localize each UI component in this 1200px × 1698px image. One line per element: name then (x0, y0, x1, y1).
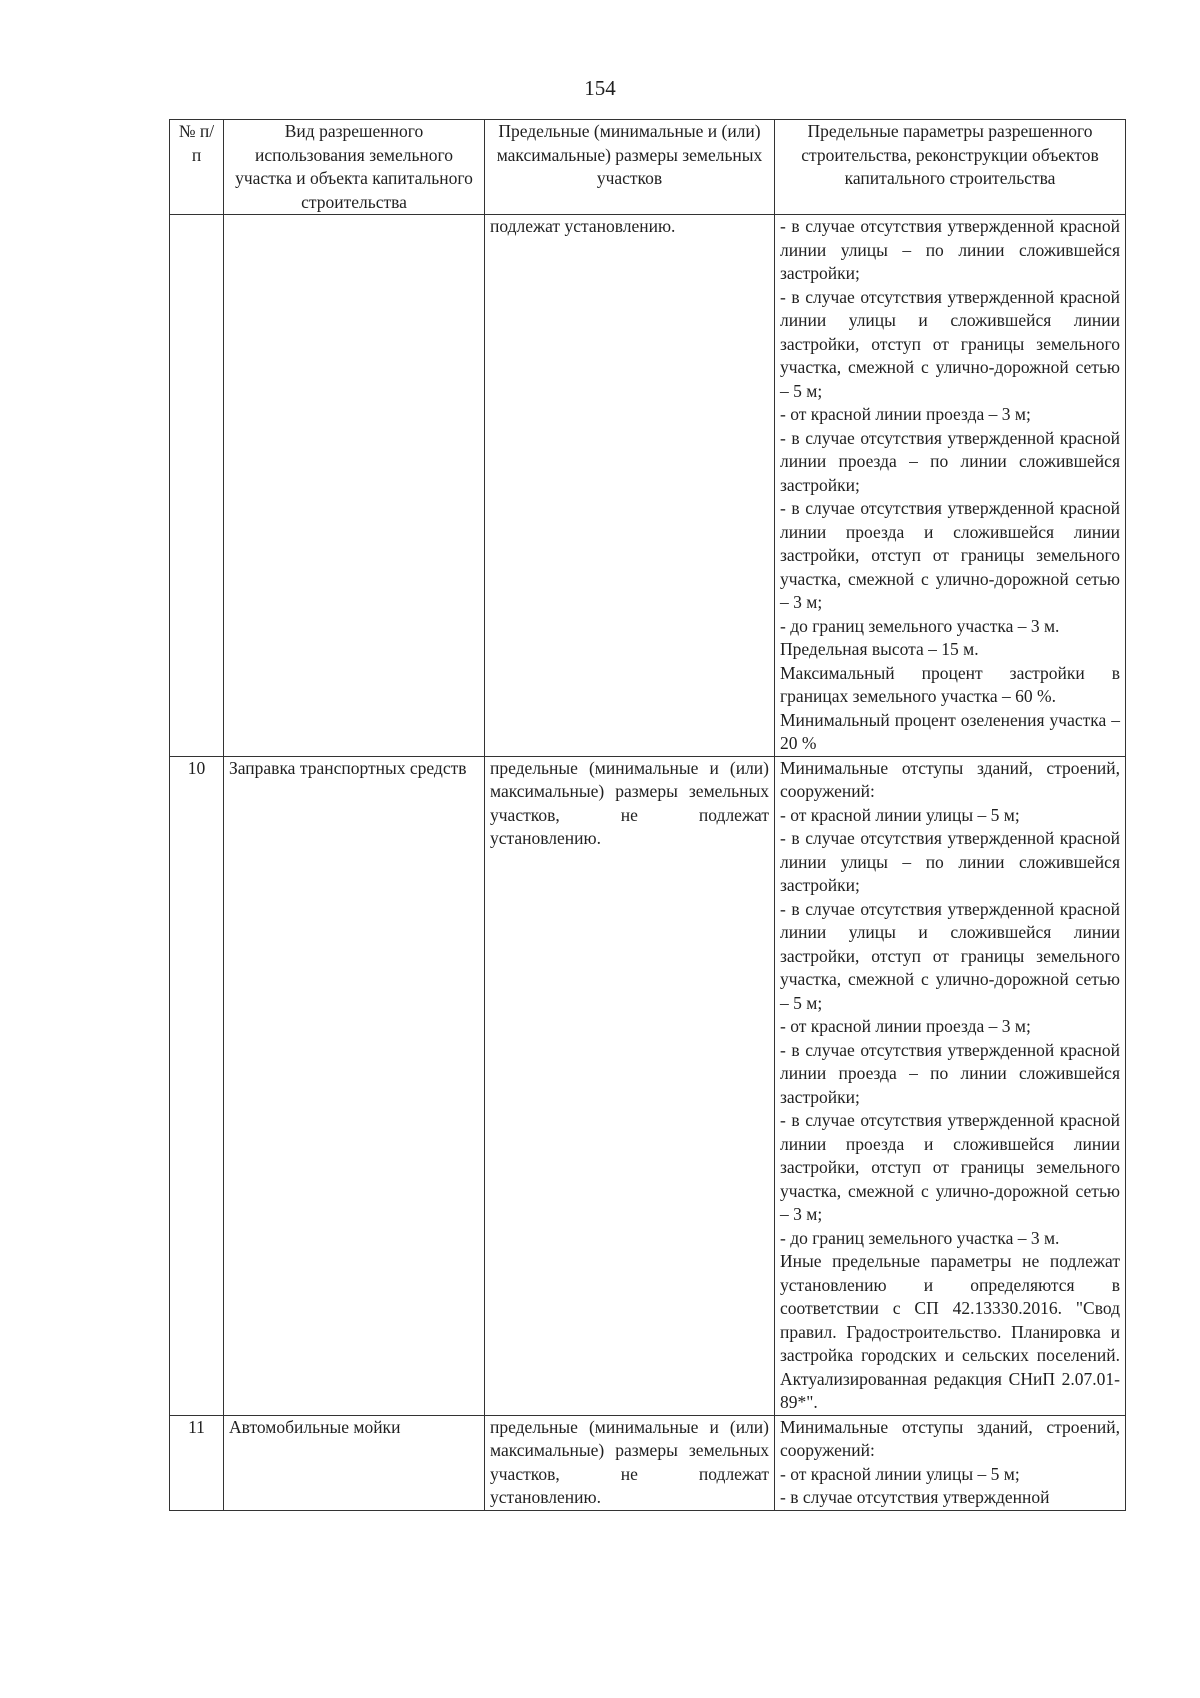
param-line: - в случае отсутствия утвержденной красной линии проезда и сложившейся линии застройки, отступ от границы земельного участка, смежной с улично-дорожной сетью – 3 м; (780, 1110, 1120, 1224)
param-line: - в случае отсутствия утвержденной красной линии улицы – по линии сложившейся застройки; (780, 216, 1120, 283)
row-number (170, 215, 224, 757)
table-row (170, 1415, 1126, 1510)
param-line: Минимальный процент озеленения участка – 20 % (780, 709, 1120, 753)
param-line: - до границ земельного участка – 3 м. (780, 615, 1060, 636)
row-building-params (775, 1415, 1126, 1510)
header-number: № п/п (170, 120, 224, 215)
row-use-type: Автомобильные мойки (224, 1415, 485, 1510)
param-line: Иные предельные параметры не подлежат установлению и определяются в соответствии с СП 42.13330.2016. "Свод правил. Градостроительство. Планировка и застройка городских и сельских поселений. Актуализированная редакция СНиП 2.07.01-89*". (780, 1251, 1120, 1412)
param-line: Предельная высота – 15 м. (780, 639, 979, 659)
row-number: 10 (170, 756, 224, 1415)
row-plot-size: предельные (минимальные и (или) максимальные) размеры земельных участков, не подлежат установлению. (485, 1415, 775, 1510)
param-line: - в случае отсутствия утвержденной красной линии улицы – по линии сложившейся застройки; (780, 828, 1120, 895)
param-line: - в случае отсутствия утвержденной красной линии улицы и сложившейся линии застройки, отступ от границы земельного участка, смежной с улично-дорожной сетью – 5 м; (780, 286, 1120, 401)
header-use-type: Вид разрешенного использования земельного участка и объекта капитального строительства (224, 120, 485, 215)
param-line: Максимальный процент застройки в границах земельного участка – 60 %. (780, 662, 1120, 706)
param-line: - от красной линии улицы – 5 м; (780, 1463, 1020, 1484)
header-plot-size: Предельные (минимальные и (или) максимальные) размеры земельных участков (485, 120, 775, 215)
row-building-params (775, 215, 1126, 757)
param-line: - в случае отсутствия утвержденной (780, 1487, 1050, 1507)
header-building-params: Предельные параметры разрешенного строительства, реконструкции объектов капитального строительства (775, 120, 1126, 215)
row-use-type: Заправка транспортных средств (224, 756, 485, 1415)
row-plot-size: подлежат установлению. (485, 215, 775, 757)
table-header-row (170, 120, 1126, 215)
param-line: - в случае отсутствия утвержденной красной линии проезда – по линии сложившейся застройки; (780, 427, 1120, 495)
regulations-table (169, 119, 1126, 1511)
table-row (170, 756, 1126, 1415)
param-line: - в случае отсутствия утвержденной красной линии улицы и сложившейся линии застройки, отступ от границы земельного участка, смежной с улично-дорожной сетью – 5 м; (780, 898, 1120, 1013)
param-line: - от красной линии улицы – 5 м; (780, 804, 1020, 825)
param-line: Минимальные отступы зданий, строений, сооружений: (780, 757, 1120, 801)
param-line: - от красной линии проезда – 3 м; (780, 1016, 1031, 1036)
param-line: - от красной линии проезда – 3 м; (780, 404, 1031, 424)
param-line: Минимальные отступы зданий, строений, сооружений: (780, 1416, 1120, 1460)
param-line: - в случае отсутствия утвержденной красной линии проезда и сложившейся линии застройки, отступ от границы земельного участка, смежной с улично-дорожной сетью – 3 м; (780, 498, 1120, 612)
table-row (170, 215, 1126, 757)
param-line: - в случае отсутствия утвержденной красной линии проезда – по линии сложившейся застройки; (780, 1039, 1120, 1107)
page-number: 154 (584, 76, 616, 100)
row-use-type (224, 215, 485, 757)
row-number: 11 (170, 1415, 224, 1510)
row-building-params (775, 756, 1126, 1415)
param-line: - до границ земельного участка – 3 м. (780, 1227, 1060, 1248)
row-plot-size: предельные (минимальные и (или) максимальные) размеры земельных участков, не подлежат установлению. (485, 756, 775, 1415)
